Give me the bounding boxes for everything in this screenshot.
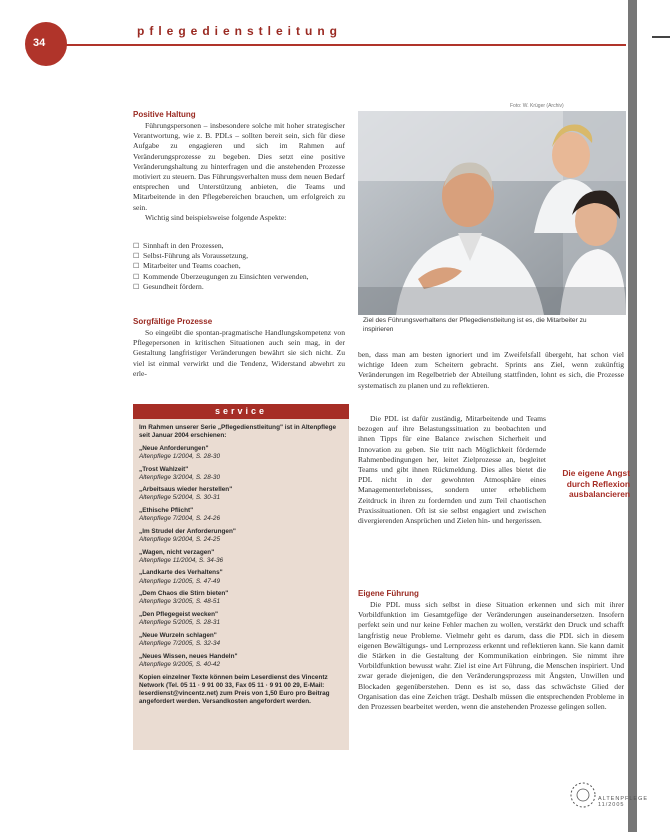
section-heading-positive-haltung: Positive Haltung — [133, 110, 196, 119]
altenpflege-stamp-icon — [568, 780, 598, 810]
service-item-title: „Neues Wissen, neues Handeln" — [139, 652, 238, 660]
service-item — [139, 445, 345, 461]
photo-illustration — [358, 111, 626, 315]
pull-quote: Die eigene Angst durch Reflexion ausbalancieren — [562, 468, 630, 499]
list-item: ☐ Gesundheit fördern. — [133, 282, 345, 292]
section-heading-sorgfaeltige-prozesse: Sorgfältige Prozesse — [133, 317, 213, 326]
right-paragraph — [358, 600, 624, 712]
service-title: service — [214, 406, 268, 416]
service-item-title: „Den Pflegegeist wecken" — [139, 611, 219, 619]
photo-nurses-meeting — [358, 111, 626, 315]
service-item-title: „Ethische Pflicht" — [139, 507, 194, 515]
right-paragraph — [358, 350, 624, 391]
service-footer: Kopien einzelner Texte können beim Leserdienst des Vincentz Network (Tel. 05 11 · 9 91 00 33, Fax 05 11 · 9 91 00 29, E-Mail: leserdienst@vincentz.net) zum Preis von 1,50 Euro pro Beitrag angefordert werden. Versandkosten angefordert werden. — [139, 673, 330, 706]
service-item — [139, 486, 345, 502]
page-edge-strip — [628, 0, 637, 832]
service-item-ref: Altenpflege 7/2004, S. 24-26 — [139, 515, 221, 523]
right-paragraph — [358, 414, 546, 526]
list-item: ☐ Mitarbeiter und Teams coachen, — [133, 261, 345, 271]
section-heading-eigene-fuehrung: Eigene Führung — [358, 589, 419, 598]
photo-caption: Ziel des Führungsverhaltens der Pflegedienstleitung ist es, die Mitarbeiter zu inspirieren — [363, 317, 587, 333]
service-item-ref: Altenpflege 9/2004, S. 24-25 — [139, 536, 221, 543]
service-item — [139, 528, 345, 544]
service-item — [139, 549, 345, 565]
section-paragraph — [133, 328, 345, 379]
service-item-ref: Altenpflege 1/2004, S. 28-30 — [139, 452, 221, 460]
service-item — [139, 590, 345, 606]
service-item-title: „Arbeitsaus wieder herstellen" — [139, 486, 233, 494]
body-text: Die PDL ist dafür zuständig, Mitarbeitende und Teams bezogen auf ihre Belastungssituation zu beobachten und ihnen Tipps für eine Balance zwischen Sicherheit und Innovation zu geben. Sie tritt nach Möglichkeit fördernde Rahmenbedingungen her, leitet Zielprozesse an, begleitet Teams und gibt ihnen Rückmeldung. Dies alles bietet die PDL nicht in der gewohnten Atmosphäre eines Managementerlebnisses, sondern unter erheblichem Zeitdruck in ihren zu fordernden und zum Teil chaotischen Praxissituationen. Oft ist sie selbst engagiert und zwischen divergierenden Ansprüchen und Zielen hin- und hergerissen. — [358, 414, 546, 526]
page-edge-mark — [652, 36, 670, 38]
service-item-ref: Altenpflege 5/2005, S. 28-31 — [139, 619, 221, 627]
footer-text: ALTENPFLEGE 11/2005 — [598, 796, 649, 808]
service-item-title: „Wagen, nicht verzagen" — [139, 548, 215, 556]
body-text: Wichtig sind beispielsweise folgende Aspekte: — [145, 212, 287, 222]
running-title: pflegedienstleitung — [137, 24, 343, 38]
service-intro: Im Rahmen unserer Serie „Pflegedienstleitung" ist in Altenpflege seit Januar 2004 erschienen: — [139, 424, 337, 440]
section-paragraph — [133, 121, 345, 223]
service-item-ref: Altenpflege 1/2005, S. 47-49 — [139, 577, 221, 585]
service-item-title: „Neue Wurzeln schlagen" — [139, 631, 217, 639]
service-item-ref: Altenpflege 5/2004, S. 30-31 — [139, 494, 221, 502]
list-item: ☐ Kommende Überzeugungen zu Einsichten verwenden, — [133, 272, 345, 282]
photo-credit: Foto: W. Krüger (Archiv) — [510, 103, 564, 109]
service-item — [139, 653, 345, 669]
service-item-ref: Altenpflege 3/2005, S. 48-51 — [139, 598, 221, 606]
service-item-title: „Neue Anforderungen" — [139, 444, 209, 452]
service-item-ref: Altenpflege 9/2005, S. 40-42 — [139, 660, 221, 668]
service-item — [139, 507, 345, 523]
service-item — [139, 611, 345, 627]
service-item-ref: Altenpflege 3/2004, S. 28-30 — [139, 473, 221, 481]
service-item-title: „Im Strudel der Anforderungen" — [139, 527, 236, 535]
page-number: 34 — [33, 37, 46, 49]
service-item — [139, 466, 345, 482]
body-text: So eingeübt die spontan-pragmatische Handlungskompetenz von Pflegepersonen in kritischen Situationen auch sein mag, in der Gestaltung langfristiger Veränderungen bewährt sie sich nicht. Zu viel ist einmal verwirkt und die Tendenz, Widerstand abwehrt zu erle- — [133, 328, 345, 378]
service-content — [139, 424, 345, 706]
service-item-title: „Trost Wahlzeit" — [139, 465, 189, 473]
service-item-title: „Landkarte des Verhaltens" — [139, 569, 223, 577]
header-rule — [60, 44, 626, 46]
service-item-ref: Altenpflege 7/2005, S. 32-34 — [139, 639, 221, 647]
aspect-list — [133, 241, 345, 292]
body-text: Die PDL muss sich selbst in diese Situation erkennen und sich mit ihrer Vorbildfunktion im Gesamtgefüge der Veränderungen auseinandersetzen. Insofern perfekt sein und nur keine Fehler machen zu wollen, verstärkt den Druck und schafft langfristig neue Probleme. Vielmehr geht es darum, dass die PDL sich in diesem eigenen Bewältigungs- und Lernprozess erkennt und reflektieren kann. Sie kann damit die Stärken in die Gestaltung der Kommunikation einbringen. Sie nimmt ihre Vorbildfunktion bewusst wahr. Ziel ist eine Art Führung, die Menschen inspiriert. Und zwar gerade diejenigen, die den Veränderungsprozess mit Ängsten, Unwillen und Blockaden gegenüberstehen. Denn es ist so, dass das schwächste Glied der Organisation das eine Zeichen trägt. Deshalb müssen die entsprechenden Probleme in den Prozessen bearbeitet werden, wenn die anstehenden Prozesse gelingen sollen. — [358, 600, 624, 712]
service-item — [139, 632, 345, 648]
list-item: ☐ Sinnhaft in den Prozessen, — [133, 241, 345, 251]
service-item — [139, 569, 345, 585]
body-text: Führungspersonen – insbesondere solche mit hoher strategischer Verantwortung, wie z. B. PDLs – sollten bereit sein, sich für diese Aufgabe zu engagieren und sich im Rahmen auf Veränderungsprozesse zu begeben. Dies setzt eine positive Veränderungshaltung zu hinterfragen und die anstehenden Prozesse motiviert zu steuern. Das Führungsverhalten muss dem neuen Bedarf entsprechen und Unterstützung anbieten, die Teams und Mitarbeitende in den Pflegebereichen brauchen, um erfolgreich zu sein. — [133, 121, 345, 212]
body-text: ben, dass man am besten ignoriert und im Zweifelsfall übergeht, hat schon viel wichtige Ideen zum Scheitern gebracht. Sprints ans Ziel, wenn zukünftig Veränderungen im Regelbetrieb der Abteilung stattfinden, lohnt es sich, die Prozesse systematisch zu planen und zu reflektieren. — [358, 350, 624, 390]
list-item: ☐ Selbst-Führung als Voraussetzung, — [133, 251, 345, 261]
service-item-title: „Dem Chaos die Stirn bieten" — [139, 590, 229, 598]
service-item-ref: Altenpflege 11/2004, S. 34-36 — [139, 556, 224, 564]
